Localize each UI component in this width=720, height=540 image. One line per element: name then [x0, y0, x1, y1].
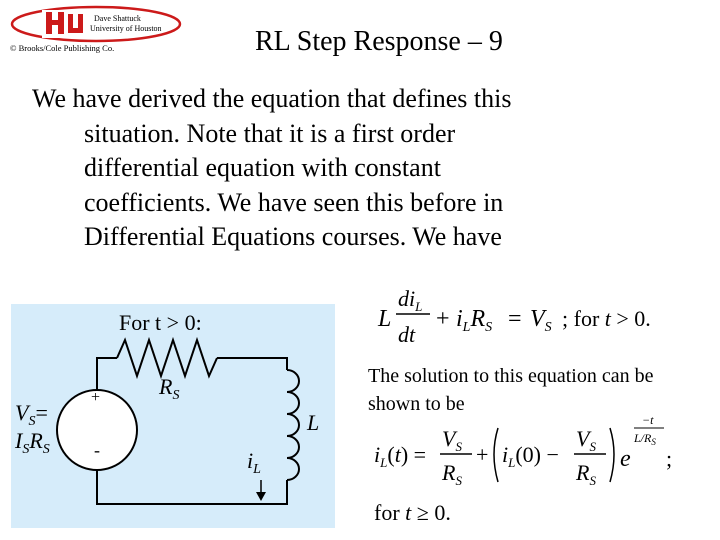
svg-text:+: + [476, 442, 489, 467]
inductor-label: L [307, 410, 320, 435]
time-condition: for t ≥ 0. [374, 500, 451, 525]
differential-equation [374, 284, 674, 354]
paragraph-line: situation. Note that it is a first order [84, 118, 456, 148]
logo-publisher: © Brooks/Cole Publishing Co. [10, 43, 115, 53]
logo-name: Dave Shattuck [94, 14, 141, 23]
rl-circuit-diagram [11, 304, 335, 528]
resistor-label: $R_S$ [159, 374, 180, 403]
paragraph-line: Differential Equations courses. We have [84, 222, 502, 251]
svg-text:VS: $V_S$ [442, 426, 462, 454]
solution-equation [370, 410, 700, 494]
logo-university: University of Houston [90, 24, 162, 33]
svg-text:; for t > 0.: ; for t > 0. [562, 306, 651, 331]
current-label: $i_L$ [247, 448, 261, 477]
svg-text:diL: $di_L$ [398, 286, 423, 314]
university-logo [6, 4, 182, 56]
svg-text:iL(t) =: $i_L(t)$ = [374, 442, 427, 470]
source-label-top: $V_S=$ [15, 400, 48, 429]
svg-text:VS: $V_S$ [530, 306, 552, 335]
circuit-condition: For t > 0: [119, 310, 202, 335]
solution-note: The solution to this equation can be shown to be [368, 365, 654, 415]
plus-sign: + [91, 389, 101, 406]
svg-text:L: L [378, 306, 392, 332]
svg-text:dt: dt [398, 322, 416, 347]
svg-text:e: e [620, 446, 631, 472]
svg-text:=: = [508, 306, 522, 332]
minus-sign: - [94, 440, 100, 460]
body-paragraph [32, 82, 692, 255]
paragraph-line: differential equation with constant [84, 153, 441, 182]
svg-text:L/RS: $L/R_S$ [634, 431, 656, 447]
svg-text:RS: $R_S$ [442, 460, 462, 488]
svg-text:iL(0) −: $i_L(0)$ − [502, 442, 559, 470]
paragraph-line: coefficients. We have seen this before in [84, 187, 504, 217]
svg-text:iLRS: $i_LR_S$ [456, 306, 493, 335]
slide-title: RL Step Response – 9 [255, 26, 503, 57]
svg-text:RS: $R_S$ [576, 460, 596, 488]
svg-text:;: ; [666, 446, 673, 471]
source-label-bottom: $I_SR_S$ [15, 428, 50, 457]
svg-text:VS: $V_S$ [576, 426, 596, 454]
svg-text:+: + [436, 306, 450, 332]
svg-text:−t: −t [642, 413, 654, 427]
paragraph-line: We have derived the equation that defines this [32, 84, 512, 113]
